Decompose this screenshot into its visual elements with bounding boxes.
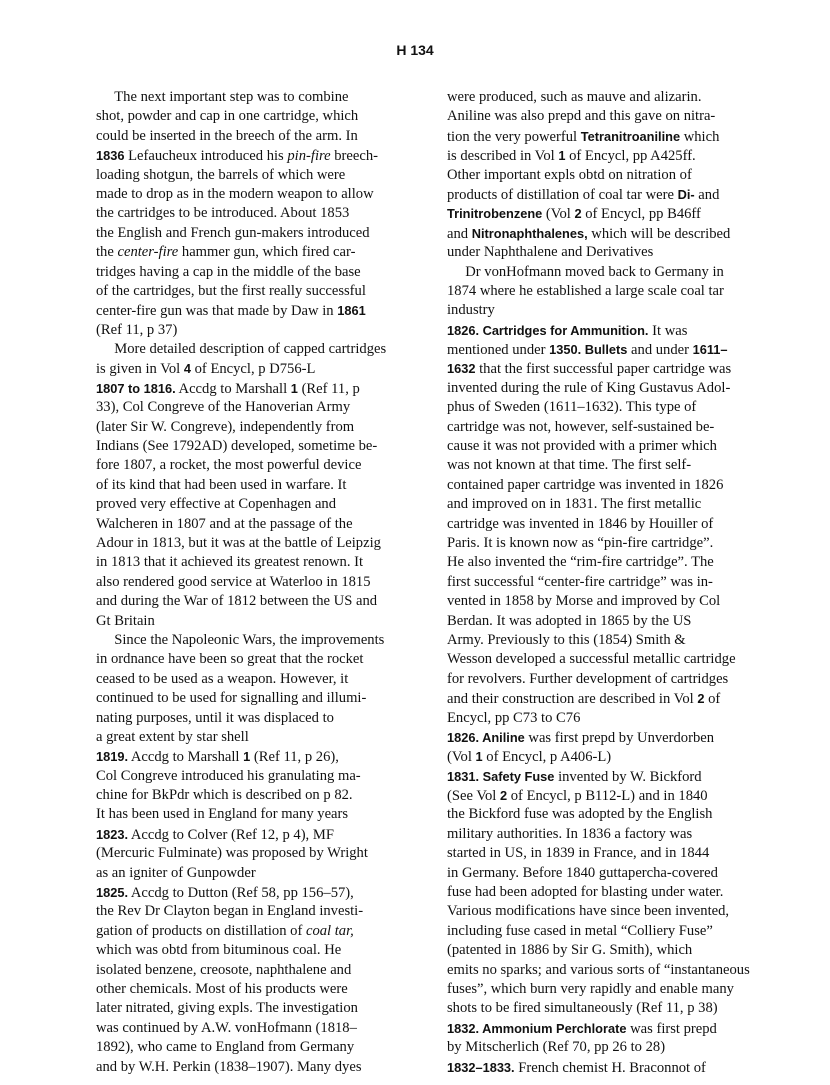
text-line [447, 146, 757, 165]
text-line [447, 592, 757, 611]
text-segment: of Encycl, pp A425ff. [565, 148, 696, 165]
text-line [447, 204, 757, 223]
text-segment: (Ref 11, p 37) [96, 321, 178, 338]
text-segment: which was obtd from bituminous coal. He [96, 942, 342, 959]
text-segment: fuse had been adopted for blasting under water. [447, 884, 724, 901]
text-segment: of its kind that had been used in warfare. It [96, 476, 347, 493]
text-line [447, 709, 757, 728]
text-line [96, 185, 398, 204]
text-segment: 1 [475, 749, 483, 765]
text-segment: coal tar, [305, 922, 354, 939]
text-line [447, 941, 757, 960]
text-line [96, 379, 398, 398]
text-line [96, 418, 398, 437]
text-line [447, 243, 757, 262]
text-line [447, 961, 757, 980]
text-line [96, 612, 398, 631]
text-line [96, 127, 398, 146]
text-line [447, 398, 757, 417]
text-segment: emits no sparks; and various sorts of “instantaneous [447, 961, 750, 978]
text-segment: 1825. [96, 885, 129, 901]
text-segment: 1632 [447, 361, 476, 377]
text-line [96, 980, 398, 999]
page-number: H 134 [396, 42, 434, 58]
text-line [96, 359, 398, 378]
text-line [96, 166, 398, 185]
text-line [447, 1038, 757, 1057]
text-line [447, 553, 757, 572]
text-segment: 1832–1833. [447, 1059, 515, 1075]
text-line [447, 650, 757, 669]
text-line [447, 437, 757, 456]
text-segment: which will be described [587, 225, 731, 242]
text-line [96, 437, 398, 456]
text-segment: 1 [290, 380, 298, 396]
text-segment: 4 [183, 361, 191, 377]
text-line [96, 263, 398, 282]
text-line [447, 456, 757, 475]
text-segment: as an igniter of Gunpowder [96, 864, 256, 881]
text-line [96, 340, 398, 359]
text-segment: in 1813 that it achieved its greatest renown. It [96, 554, 364, 571]
text-segment: the English and French gun-makers introduced [96, 224, 370, 241]
text-segment: the Bickford fuse was adopted by the English [447, 806, 713, 823]
text-segment: ceased to be used as a weapon. However, it [96, 670, 349, 687]
text-segment: the [96, 244, 118, 261]
text-segment: Nitronaphthalenes, [471, 225, 588, 241]
text-line [96, 282, 398, 301]
text-segment: 1874 where he established a large scale coal tar [447, 282, 724, 299]
text-segment: military authorities. In 1836 a factory was [447, 825, 693, 842]
text-segment: first successful “center-fire cartridge” was in- [447, 573, 713, 590]
text-segment: later nitrated, giving expls. The investigation [96, 1000, 358, 1017]
text-segment: gation of products on distillation of [96, 922, 306, 939]
text-line [96, 864, 398, 883]
text-segment: 2 [499, 788, 508, 804]
text-line [96, 1038, 398, 1057]
text-line [447, 864, 757, 883]
text-line [447, 379, 757, 398]
text-segment: were produced, such as mauve and alizarin. [447, 89, 702, 105]
text-line [96, 534, 398, 553]
text-line [447, 359, 757, 378]
text-line [447, 340, 757, 359]
text-line [447, 805, 757, 824]
text-segment: invented by W. Bickford [554, 768, 702, 785]
text-segment: It was [648, 322, 688, 339]
text-line [96, 1019, 398, 1038]
text-segment: (Ref 11, p [297, 380, 360, 397]
text-line [447, 418, 757, 437]
text-segment: and improved on in 1831. The first metallic [447, 496, 702, 513]
text-segment: phus of Sweden (1611–1632). This type of [447, 399, 697, 416]
text-segment: Wesson developed a successful metallic cartridge [447, 651, 736, 668]
text-segment: It has been used in England for many years [96, 806, 349, 823]
text-line [96, 515, 398, 534]
text-line [447, 166, 757, 185]
text-segment: center-fire gun was that made by Daw in [96, 303, 338, 320]
text-segment: was first prepd [626, 1020, 717, 1037]
text-segment: (Vol [542, 206, 575, 223]
text-segment: 1826. Cartridges for Ammunition. [447, 322, 649, 338]
text-segment: Adour in 1813, but it was at the battle of Leipzig [96, 534, 381, 551]
text-segment: tridges having a cap in the middle of the base [96, 263, 361, 280]
text-line [96, 689, 398, 708]
text-segment: He also invented the “rim-fire cartridge”. The [447, 554, 714, 571]
text-segment: and [694, 186, 720, 203]
text-segment: proved very effective at Copenhagen and [96, 496, 337, 513]
text-segment: Accdg to Marshall [175, 380, 291, 397]
text-segment: 1350. Bullets [549, 342, 628, 358]
text-segment: contained paper cartridge was invented in 1826 [447, 476, 724, 493]
text-segment: fore 1807, a rocket, the most powerful device [96, 457, 362, 474]
text-line [96, 999, 398, 1018]
text-segment: Dr vonHofmann moved back to Germany in [447, 263, 724, 280]
text-segment: was continued by A.W. vonHofmann (1818– [96, 1019, 357, 1036]
text-segment: shot, powder and cap in one cartridge, which [96, 108, 359, 125]
text-segment: breech- [330, 148, 379, 165]
text-line [447, 883, 757, 902]
text-segment: loading shotgun, the barrels of which were [96, 166, 346, 183]
text-segment: Army. Previously to this (1854) Smith & [447, 631, 686, 648]
text-segment: of Encycl, pp B46ff [581, 206, 701, 223]
text-segment: and under [627, 342, 693, 359]
text-line [447, 786, 757, 805]
text-segment: 1823. [96, 826, 129, 842]
text-segment: of the cartridges, but the first really successful [96, 282, 366, 299]
text-segment: in ordnance have been so great that the rocket [96, 651, 364, 668]
text-line [447, 902, 757, 921]
text-line [447, 689, 757, 708]
text-line [96, 224, 398, 243]
text-segment: Other important expls obtd on nitration of [447, 166, 692, 183]
text-segment: cartridge was not, however, self-sustained be- [447, 418, 715, 435]
text-line [96, 573, 398, 592]
text-segment: Gt Britain [96, 612, 155, 629]
text-segment: 1807 to 1816. [96, 380, 176, 396]
text-line [96, 805, 398, 824]
text-segment: pin-fire [287, 148, 331, 165]
text-line [96, 747, 398, 766]
text-segment: Various modifications have since been invented, [447, 903, 730, 920]
text-segment: Tetranitroaniline [580, 128, 681, 144]
text-segment: (later Sir W. Congreve), independently from [96, 418, 355, 435]
text-segment: 1 [243, 749, 251, 765]
text-line [96, 631, 398, 650]
text-segment: and during the War of 1812 between the US and [96, 593, 378, 610]
text-line [447, 107, 757, 126]
text-segment: (patented in 1886 by Sir G. Smith), which [447, 942, 693, 959]
text-segment: 1826. Aniline [447, 729, 525, 745]
text-segment: hammer gun, which fired car- [178, 244, 356, 261]
text-line [447, 573, 757, 592]
text-segment: could be inserted in the breech of the arm. In [96, 127, 358, 144]
text-line [96, 961, 398, 980]
text-line [96, 767, 398, 786]
text-segment: More detailed description of capped cartridges [96, 341, 387, 358]
text-segment: was not known at that time. The first self- [447, 457, 692, 474]
text-segment: 1892), who came to England from Germany [96, 1039, 355, 1056]
text-line [96, 1058, 398, 1077]
text-segment: Accdg to Dutton (Ref 58, pp 156–57), [128, 885, 354, 902]
text-segment: Col Congreve introduced his granulating ma- [96, 767, 361, 784]
text-line [447, 476, 757, 495]
text-segment: continued to be used for signalling and illumi- [96, 690, 367, 707]
text-segment: industry [447, 302, 495, 319]
text-line [447, 263, 757, 282]
text-line [96, 650, 398, 669]
text-segment: products of distillation of coal tar were [447, 186, 678, 203]
text-line [96, 456, 398, 475]
text-line [447, 224, 757, 243]
text-line [96, 728, 398, 747]
text-segment: Indians (See 1792AD) developed, sometime be- [96, 438, 378, 455]
text-line [96, 495, 398, 514]
text-segment: French chemist H. Braconnot of [514, 1059, 706, 1076]
text-segment: also rendered good service at Waterloo in 1815 [96, 573, 371, 590]
text-segment: Since the Napoleonic Wars, the improvements [96, 631, 385, 648]
text-line [447, 534, 757, 553]
text-line [447, 185, 757, 204]
text-line [447, 515, 757, 534]
text-segment: the cartridges to be introduced. About 1853 [96, 205, 350, 222]
text-segment: is described in Vol [447, 148, 559, 165]
text-segment: made to drop as in the modern weapon to allow [96, 185, 374, 202]
text-segment: cartridge was invented in 1846 by Houiller of [447, 515, 714, 532]
text-segment: under Naphthalene and Derivatives [447, 244, 654, 261]
text-segment: started in US, in 1839 in France, and in 1844 [447, 845, 710, 862]
left-column [96, 88, 398, 1077]
text-segment: the Rev Dr Clayton began in England investi- [96, 903, 364, 920]
text-segment: 33), Col Congreve of the Hanoverian Army [96, 399, 351, 416]
text-line [447, 747, 757, 766]
text-segment: shots to be fired simultaneously (Ref 11, p 38) [447, 1000, 718, 1017]
text-line [447, 670, 757, 689]
text-segment: and [447, 225, 472, 242]
text-segment: which [680, 128, 720, 145]
text-line [96, 922, 398, 941]
text-segment: by Mitscherlich (Ref 70, pp 26 to 28) [447, 1039, 666, 1056]
text-line [96, 88, 398, 107]
text-line [447, 631, 757, 650]
text-segment: and their construction are described in Vol [447, 691, 698, 708]
text-line [96, 844, 398, 863]
text-line [447, 127, 757, 146]
text-line [96, 883, 398, 902]
text-line [447, 825, 757, 844]
text-segment: a great extent by star shell [96, 728, 249, 745]
text-line [447, 301, 757, 320]
text-line [96, 592, 398, 611]
text-line [96, 553, 398, 572]
text-line [447, 282, 757, 301]
text-line [96, 786, 398, 805]
right-column [447, 88, 757, 1077]
text-segment: (Ref 11, p 26), [250, 749, 339, 766]
text-segment: isolated benzene, creosote, naphthalene and [96, 961, 352, 978]
text-segment: that the first successful paper cartridge was [475, 361, 732, 378]
text-segment: Trinitrobenzene [447, 206, 543, 222]
text-segment: 2 [574, 206, 582, 222]
text-segment: in Germany. Before 1840 guttapercha-covered [447, 864, 718, 881]
text-segment: Accdg to Marshall [128, 749, 244, 766]
text-line [96, 301, 398, 320]
text-segment: tion the very powerful [447, 128, 581, 145]
text-segment: 1819. [96, 749, 129, 765]
text-line [96, 146, 398, 165]
text-line [447, 767, 757, 786]
text-segment: Encycl, pp C73 to C76 [447, 709, 581, 726]
text-segment: Berdan. It was adopted in 1865 by the US [447, 612, 692, 629]
text-segment: (See Vol [447, 788, 500, 805]
text-line [96, 476, 398, 495]
text-segment: Di- [677, 186, 695, 202]
text-segment: The next important step was to combine [96, 89, 349, 105]
text-segment: cause it was not provided with a primer which [447, 438, 717, 455]
text-segment: of Encycl, p D756-L [190, 361, 316, 378]
text-segment: of Encycl, p B112-L) and in 1840 [507, 788, 708, 805]
text-segment: nating purposes, until it was displaced to [96, 709, 334, 726]
text-line [447, 844, 757, 863]
text-segment: invented during the rule of King Gustavus Adol- [447, 379, 731, 396]
text-line [447, 1019, 757, 1038]
text-line [96, 709, 398, 728]
text-line [447, 88, 757, 107]
text-segment: other chemicals. Most of his products were [96, 980, 348, 997]
text-segment: Lefaucheux introduced his [124, 148, 288, 165]
text-line [447, 612, 757, 631]
text-segment: Walcheren in 1807 and at the passage of the [96, 515, 353, 532]
text-line [96, 941, 398, 960]
text-line [96, 321, 398, 340]
text-segment: 1836 [96, 148, 125, 164]
text-line [447, 321, 757, 340]
text-segment: 2 [697, 691, 705, 707]
text-segment: including fuse cased in metal “Colliery Fuse” [447, 922, 713, 939]
text-line [96, 243, 398, 262]
text-line [96, 107, 398, 126]
text-segment: (Vol [447, 749, 476, 766]
text-line [96, 670, 398, 689]
text-segment: mentioned under [447, 342, 550, 359]
text-segment: is given in Vol [96, 361, 184, 378]
text-segment: of Encycl, p A406-L) [482, 749, 612, 766]
text-line [96, 825, 398, 844]
text-segment: of [704, 691, 721, 708]
text-line [447, 980, 757, 999]
text-segment: (Mercuric Fulminate) was proposed by Wright [96, 845, 368, 862]
text-segment: 1 [558, 148, 566, 164]
text-segment: Accdg to Colver (Ref 12, p 4), MF [128, 826, 334, 843]
text-segment: Paris. It is known now as “pin-fire cartridge”. [447, 534, 714, 551]
text-segment: chine for BkPdr which is described on p 82. [96, 787, 353, 804]
text-line [447, 999, 757, 1018]
text-segment: center-fire [117, 244, 179, 261]
text-segment: Aniline was also prepd and this gave on nitra- [447, 108, 716, 125]
text-line [96, 204, 398, 223]
text-segment: vented in 1858 by Morse and improved by Col [447, 593, 721, 610]
text-segment: was first prepd by Unverdorben [524, 729, 715, 746]
text-segment: for revolvers. Further development of cartridges [447, 670, 729, 687]
text-segment: 1611– [692, 342, 728, 358]
text-line [447, 495, 757, 514]
text-line [447, 922, 757, 941]
text-segment: 1832. Ammonium Perchlorate [447, 1020, 627, 1036]
text-segment: fuses”, which burn very rapidly and enable many [447, 980, 734, 997]
text-segment: 1831. Safety Fuse [447, 768, 555, 784]
text-line [96, 902, 398, 921]
text-segment: 1861 [337, 303, 366, 319]
text-segment: and by W.H. Perkin (1838–1907). Many dyes [96, 1058, 362, 1075]
text-line [447, 728, 757, 747]
text-line [96, 398, 398, 417]
text-line [447, 1058, 757, 1077]
